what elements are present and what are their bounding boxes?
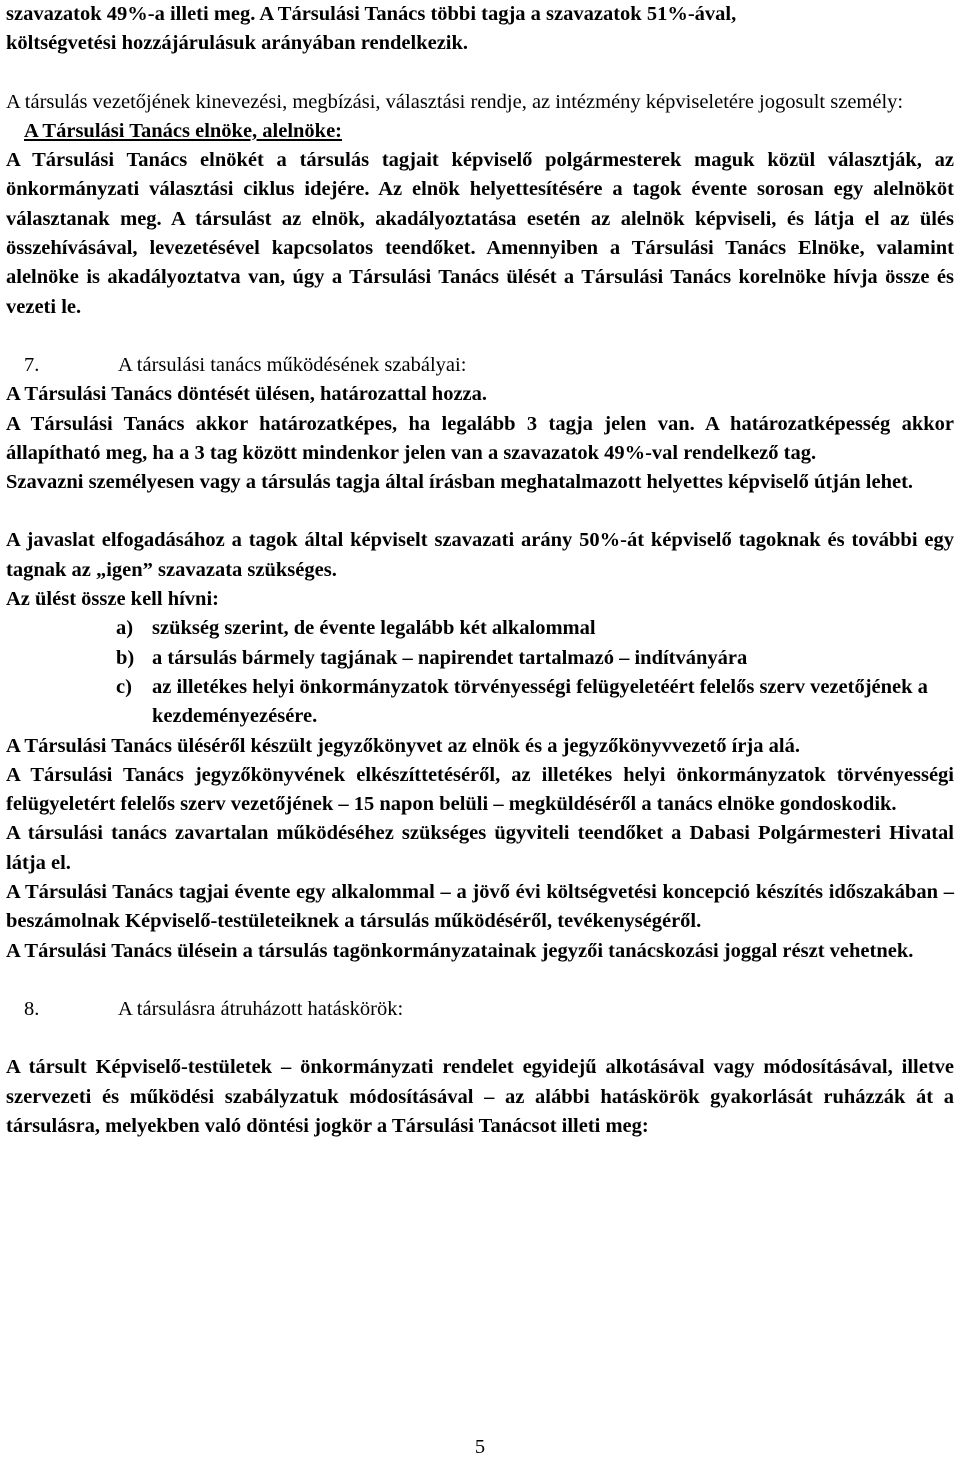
section-8-heading — [6, 995, 954, 1024]
section-8-number: 8. — [24, 997, 40, 1020]
list-item — [116, 673, 954, 732]
chair-body: A Társulási Tanács elnökét a társulás tagjait képviselő polgármesterek maguk közül választják, az önkormányzati választási ciklus idejére. Az elnök helyettesítésére a tagok évente sorosan egy alelnököt választanak meg. A társulást az elnök, akadályoztatása esetén az alelnök képviseli, és látja el az ülés összehívásával, levezetésével kapcsolatos teendőket. Amennyiben a Társulási Tanács Elnöke, valamint alelnöke is akadályoztatva van, úgy a Társulási Tanács ülését a Társulási Tanács korelnöke hívja össze és vezeti le. — [6, 149, 954, 318]
s7-paragraph-2: A Társulási Tanács akkor határozatképes, ha legalább 3 tagja jelen van. A határozatképesség akkor állapítható meg, ha a 3 tag között mindenkor jelen van a szavazatok 49%-val rendelkező tag. — [6, 412, 954, 464]
representation-intro: A társulás vezetőjének kinevezési, megbízási, választási rendje, az intézmény képviseletére jogosult személy: — [6, 90, 904, 113]
s7-paragraph-1: A Társulási Tanács döntését ülésen, határozattal hozza. — [6, 383, 488, 406]
s7-paragraph-6: A Társulási Tanács üléséről készült jegyzőkönyvet az elnök és a jegyzőkönyvvezető írja alá. — [6, 734, 800, 757]
top-line-1: szavazatok 49%-a illeti meg. A Társulási Tanács többi tagja a szavazatok 51%-ával, — [6, 3, 737, 25]
section-7-title: A társulási tanács működésének szabályai: — [118, 353, 467, 376]
page-number: 5 — [474, 1436, 486, 1458]
document-page — [6, 0, 954, 1141]
list-text: az illetékes helyi önkormányzatok törvényességi felügyeletéért felelős szerv vezetőjének a kezdeményezésére. — [152, 675, 928, 728]
list-text: szükség szerint, de évente legalább két alkalommal — [152, 617, 596, 640]
chair-heading: A Társulási Tanács elnöke, alelnöke: — [24, 119, 343, 142]
convening-list — [6, 614, 954, 731]
top-line-2: költségvetési hozzájárulásuk arányában rendelkezik. — [6, 32, 469, 55]
list-marker: c) — [116, 675, 132, 698]
list-item — [116, 644, 954, 673]
list-item — [116, 614, 954, 643]
section-7-number: 7. — [24, 353, 40, 376]
section-8-title: A társulásra átruházott hatáskörök: — [118, 997, 404, 1020]
s7-paragraph-9: A Társulási Tanács tagjai évente egy alkalommal – a jövő évi költségvetési koncepció készítés időszakában – beszámolnak Képviselő-testületeiknek a társulás működéséről, tevékenységéről. — [6, 881, 954, 933]
s8-paragraph-1: A társult Képviselő-testületek – önkormányzati rendelet egyidejű alkotásával vagy módosításával, illetve szervezeti és működési szabályzatuk módosításával – az alábbi hatáskörök gyakorlását ruházzák át a társulásra, melyekben való döntési jogkör a Társulási Tanácsot illeti meg: — [6, 1056, 954, 1137]
s7-paragraph-8: A társulási tanács zavartalan működéséhez szükséges ügyviteli teendőket a Dabasi Polgármesteri Hivatal látja el. — [6, 822, 954, 874]
section-7-heading — [6, 351, 954, 380]
s7-paragraph-4: A javaslat elfogadásához a tagok által képviselt szavazati arány 50%-át képviselő tagoknak és további egy tagnak az „igen” szavazata szükséges. — [6, 529, 954, 581]
list-text: a társulás bármely tagjának – napirendet tartalmazó – indítványára — [152, 646, 748, 669]
s7-paragraph-10: A Társulási Tanács ülésein a társulás tagönkormányzatainak jegyzői tanácskozási joggal részt vehetnek. — [6, 939, 914, 962]
s7-paragraph-3: Szavazni személyesen vagy a társulás tagja által írásban meghatalmazott helyettes képviselő útján lehet. — [6, 471, 914, 494]
s7-paragraph-5: Az ülést össze kell hívni: — [6, 588, 219, 611]
s7-paragraph-7: A Társulási Tanács jegyzőkönyvének elkészíttetéséről, az illetékes helyi önkormányzatok törvényességi felügyeletért felelős szerv vezetőjének – 15 napon belüli – megküldéséről a tanács elnöke gondoskodik. — [6, 763, 954, 816]
list-marker: b) — [116, 646, 135, 669]
list-marker: a) — [116, 617, 134, 640]
